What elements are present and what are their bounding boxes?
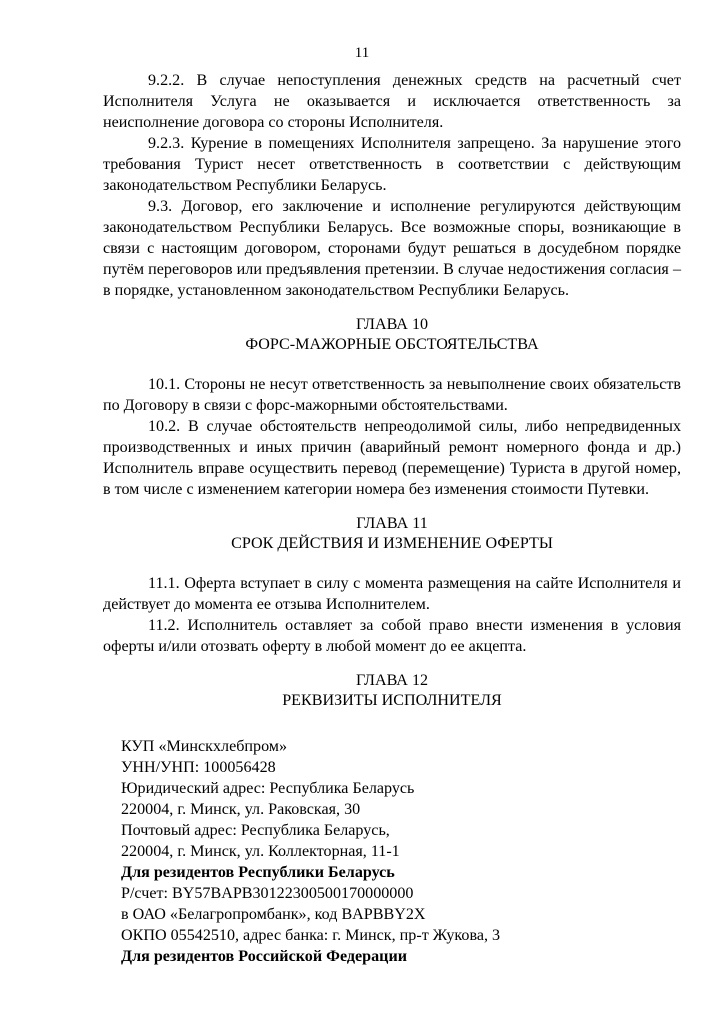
- requisite-postal-address-label: Почтовый адрес: Республика Беларусь,: [121, 822, 390, 839]
- document-body: [103, 70, 681, 967]
- paragraph-9-2-3: 9.2.3. Курение в помещениях Исполнителя запрещено. За нарушение этого требования Турист несет ответственность в соответствии с действующим законодательством Республики Беларусь.: [103, 135, 681, 194]
- requisite-residents-ru-heading: Для резидентов Российской Федерации: [121, 948, 407, 965]
- paragraph-10-2: 10.2. В случае обстоятельств непреодолимой силы, либо непредвиденных производственных и иных причин (аварийный ремонт номерного фонда и др.) Исполнитель вправе осуществить перевод (перемещение) Туриста в другой номер, в том числе с изменением категории номера без изменения стоимости Путевки.: [103, 418, 681, 498]
- paragraph-9-2-2: 9.2.2. В случае непоступления денежных средств на расчетный счет Исполнителя Услуга не оказывается и исключается ответственность за неисполнение договора со стороны Исполнителя.: [103, 72, 681, 131]
- requisite-company: КУП «Минскхлебпром»: [121, 738, 288, 755]
- requisite-residents-by-heading: Для резидентов Республики Беларусь: [121, 864, 395, 881]
- requisite-account: Р/счет: BY57BAPB30122300500170000000: [121, 885, 414, 902]
- chapter-11-title: СРОК ДЕЙСТВИЯ И ИЗМЕНЕНИЕ ОФЕРТЫ: [231, 535, 553, 552]
- page-number: 11: [354, 45, 370, 61]
- requisite-legal-address: 220004, г. Минск, ул. Раковская, 30: [121, 801, 361, 818]
- paragraph-11-2: 11.2. Исполнитель оставляет за собой право внести изменения в условия оферты и/или отозвать оферту в любой момент до ее акцепта.: [103, 617, 681, 655]
- chapter-10-number: ГЛАВА 10: [355, 316, 429, 333]
- requisite-unn: УНН/УНП: 100056428: [121, 759, 276, 776]
- chapter-11-number: ГЛАВА 11: [356, 515, 428, 532]
- requisite-postal-address: 220004, г. Минск, ул. Коллекторная, 11-1: [121, 843, 400, 860]
- requisite-bank: в ОАО «Белагропромбанк», код BAPBBY2X: [121, 906, 426, 923]
- requisites-block: [103, 736, 681, 967]
- chapter-12-number: ГЛАВА 12: [355, 672, 429, 689]
- chapter-12-title: РЕКВИЗИТЫ ИСПОЛНИТЕЛЯ: [282, 692, 502, 709]
- requisite-legal-address-label: Юридический адрес: Республика Беларусь: [121, 780, 415, 797]
- paragraph-10-1: 10.1. Стороны не несут ответственность за невыполнение своих обязательств по Договору в связи с форс-мажорными обстоятельствами.: [103, 376, 681, 414]
- paragraph-9-3: 9.3. Договор, его заключение и исполнение регулируются действующим законодательством Республики Беларусь. Все возможные споры, возникающие в связи с настоящим договором, сторонами будут решаться в досудебном порядке путём переговоров или предъявления претензии. В случае недостижения согласия – в порядке, установленном законодательством Республики Беларусь.: [103, 198, 681, 299]
- chapter-10-title: ФОРС-МАЖОРНЫЕ ОБСТОЯТЕЛЬСТВА: [245, 336, 539, 353]
- paragraph-11-1: 11.1. Оферта вступает в силу с момента размещения на сайте Исполнителя и действует до момента ее отзыва Исполнителем.: [103, 575, 681, 613]
- requisite-okpo: ОКПО 05542510, адрес банка: г. Минск, пр-т Жукова, 3: [121, 927, 501, 944]
